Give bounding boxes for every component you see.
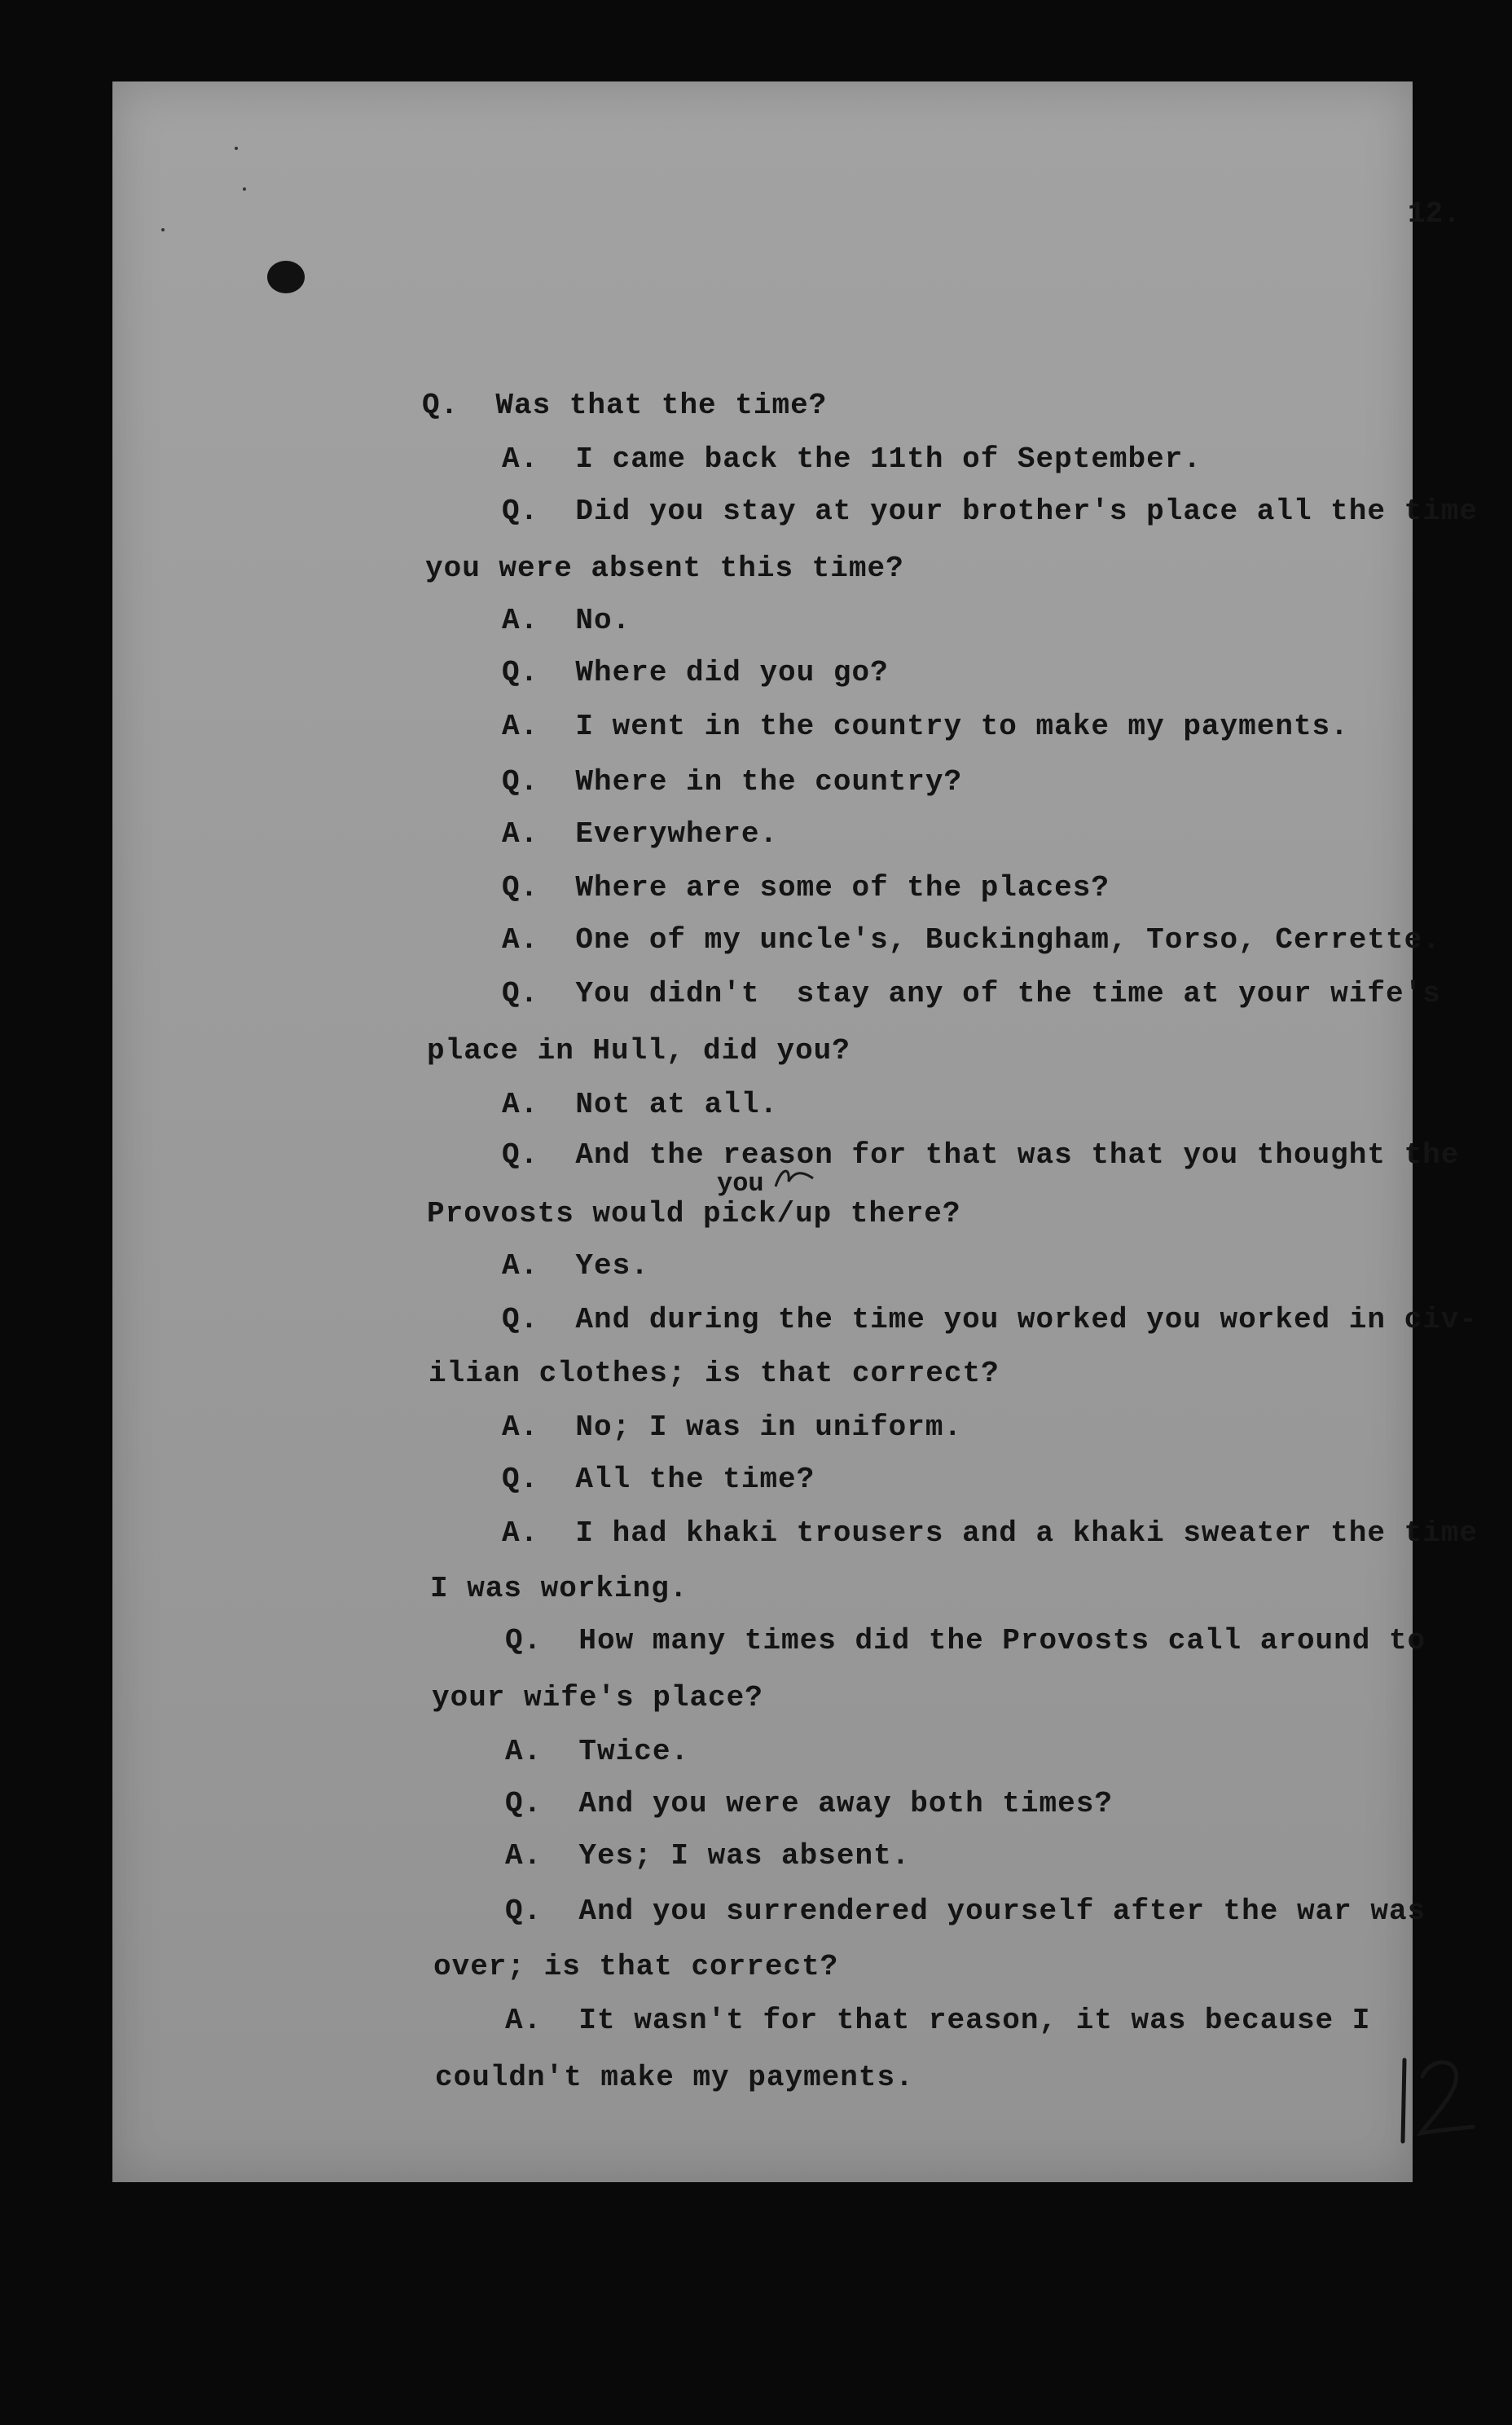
text-line-9: A. Everywhere.: [502, 817, 779, 851]
text-line-4: you were absent this time?: [425, 552, 904, 585]
text-line-26: A. Twice.: [505, 1735, 690, 1768]
text-line-5: A. No.: [502, 604, 631, 637]
text-line-15: Q. And the reason for that was that you thought the: [502, 1138, 1460, 1172]
text-line-25: your wife's place?: [432, 1681, 763, 1714]
handwritten-scribble: [771, 1164, 820, 1193]
text-line-18: Q. And during the time you worked you worked in civ-: [502, 1303, 1478, 1336]
text-line-28: A. Yes; I was absent.: [505, 1839, 911, 1873]
punch-hole: [267, 261, 305, 293]
text-line-19: ilian clothes; is that correct?: [429, 1357, 1000, 1390]
text-line-3: Q. Did you stay at your brother's place all the time: [502, 495, 1478, 528]
text-line-27: Q. And you were away both times?: [505, 1787, 1113, 1820]
text-line-12: Q. You didn't stay any of the time at your wife's: [502, 977, 1441, 1010]
text-line-2: A. I came back the 11th of September.: [502, 442, 1202, 476]
text-line-17: A. Yes.: [502, 1249, 649, 1283]
text-line-13: place in Hull, did you?: [427, 1034, 850, 1067]
text-line-30: over; is that correct?: [433, 1950, 839, 1983]
text-line-32: couldn't make my payments.: [435, 2061, 914, 2094]
interlinear-insert: you: [717, 1168, 764, 1199]
speck: [161, 228, 165, 231]
text-line-22: A. I had khaki trousers and a khaki sweater the time: [502, 1516, 1478, 1550]
text-line-23: I was working.: [430, 1572, 688, 1605]
text-line-21: Q. All the time?: [502, 1463, 815, 1496]
text-line-29: Q. And you surrendered yourself after the war was: [505, 1895, 1426, 1928]
text-line-24: Q. How many times did the Provosts call around to: [505, 1624, 1426, 1657]
text-line-1: Q. Was that the time?: [422, 389, 828, 422]
page-number: 12.: [1408, 197, 1461, 231]
speck: [243, 187, 246, 191]
text-line-16: Provosts would pick/up there?: [427, 1197, 961, 1230]
text-line-11: A. One of my uncle's, Buckingham, Torso, Cerrette.: [502, 923, 1441, 957]
text-line-14: A. Not at all.: [502, 1088, 779, 1121]
text-line-7: A. I went in the country to make my payments.: [502, 710, 1349, 743]
handwritten-page-number: [1391, 2052, 1481, 2150]
text-line-20: A. No; I was in uniform.: [502, 1411, 963, 1444]
speck: [235, 147, 238, 150]
text-line-31: A. It wasn't for that reason, it was because I: [505, 2004, 1371, 2037]
text-line-10: Q. Where are some of the places?: [502, 871, 1110, 904]
text-line-8: Q. Where in the country?: [502, 765, 963, 799]
text-line-6: Q. Where did you go?: [502, 656, 889, 689]
document-page: [112, 81, 1478, 2182]
